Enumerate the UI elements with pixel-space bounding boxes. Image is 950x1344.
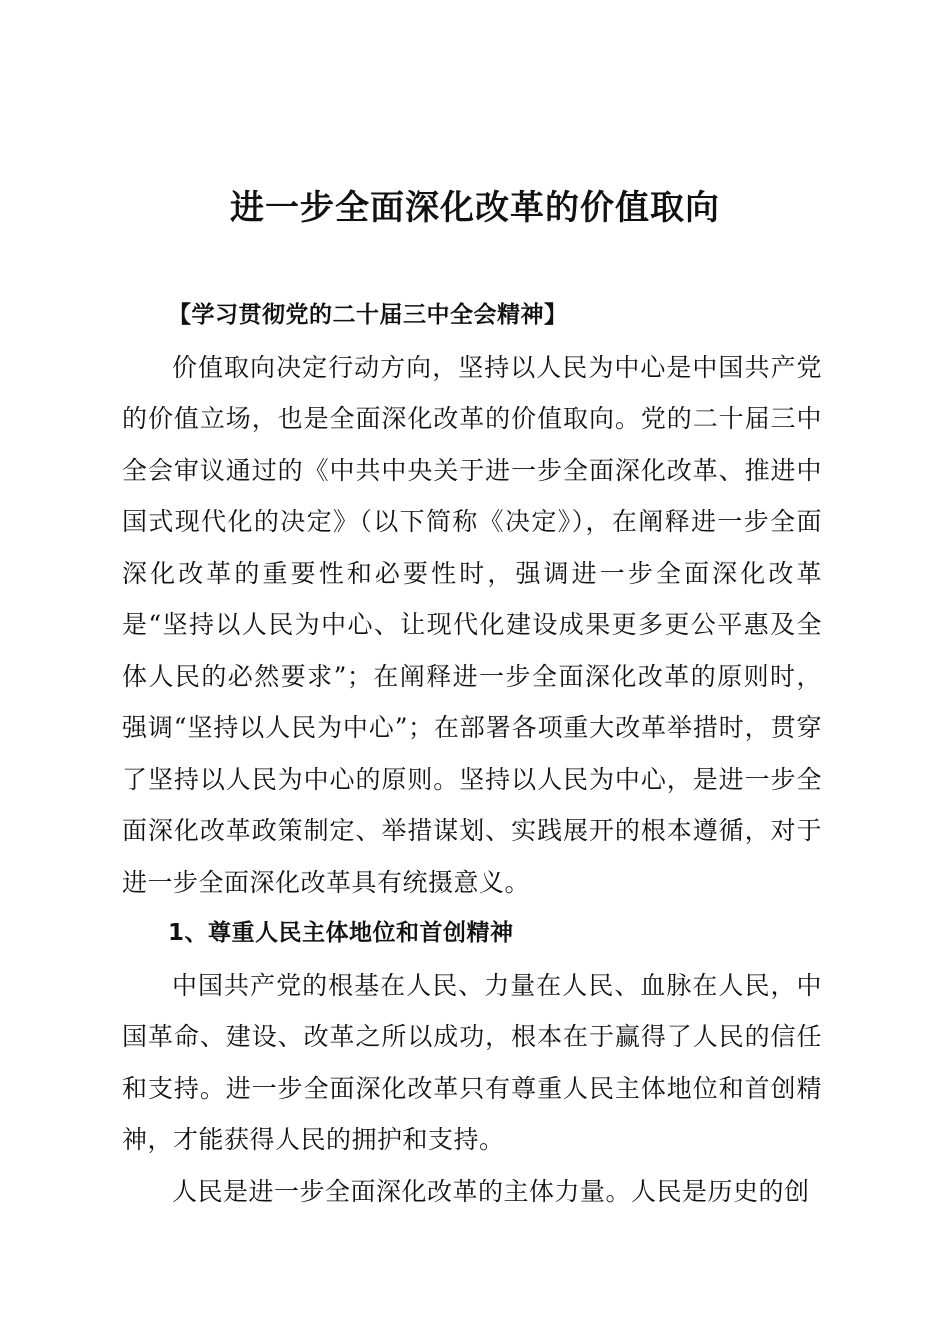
document-title: 进一步全面深化改革的价值取向 <box>230 188 720 228</box>
section-1-paragraph-2: 人民是进一步全面深化改革的主体力量。人民是历史的创 <box>172 1176 810 1206</box>
section-1-heading: 1、尊重人民主体地位和首创精神 <box>168 920 514 946</box>
document-body <box>122 290 822 1217</box>
section-1-paragraph-1: 中国共产党的根基在人民、力量在人民、血脉在人民，中国革命、建设、改革之所以成功，根本在于赢得了人民的信任和支持。进一步全面深化改革只有尊重人民主体地位和首创精神，才能获得人民的拥护和支持。 <box>122 970 822 1154</box>
subtitle-heading: 【学习贯彻党的二十届三中全会精神】 <box>168 302 568 328</box>
intro-paragraph: 价值取向决定行动方向，坚持以人民为中心是中国共产党的价值立场，也是全面深化改革的价值取向。党的二十届三中全会审议通过的《中共中央关于进一步全面深化改革、推进中国式现代化的决定》（以下简称《决定》），在阐释进一步全面深化改革的重要性和必要性时，强调进一步全面深化改革是“坚持以人民为中心、让现代化建设成果更多更公平惠及全体人民的必然要求”；在阐释进一步全面深化改革的原则时，强调“坚持以人民为中心”；在部署各项重大改革举措时，贯穿了坚持以人民为中心的原则。坚持以人民为中心，是进一步全面深化改革政策制定、举措谋划、实践展开的根本遵循，对于进一步全面深化改革具有统摄意义。 <box>122 352 822 897</box>
